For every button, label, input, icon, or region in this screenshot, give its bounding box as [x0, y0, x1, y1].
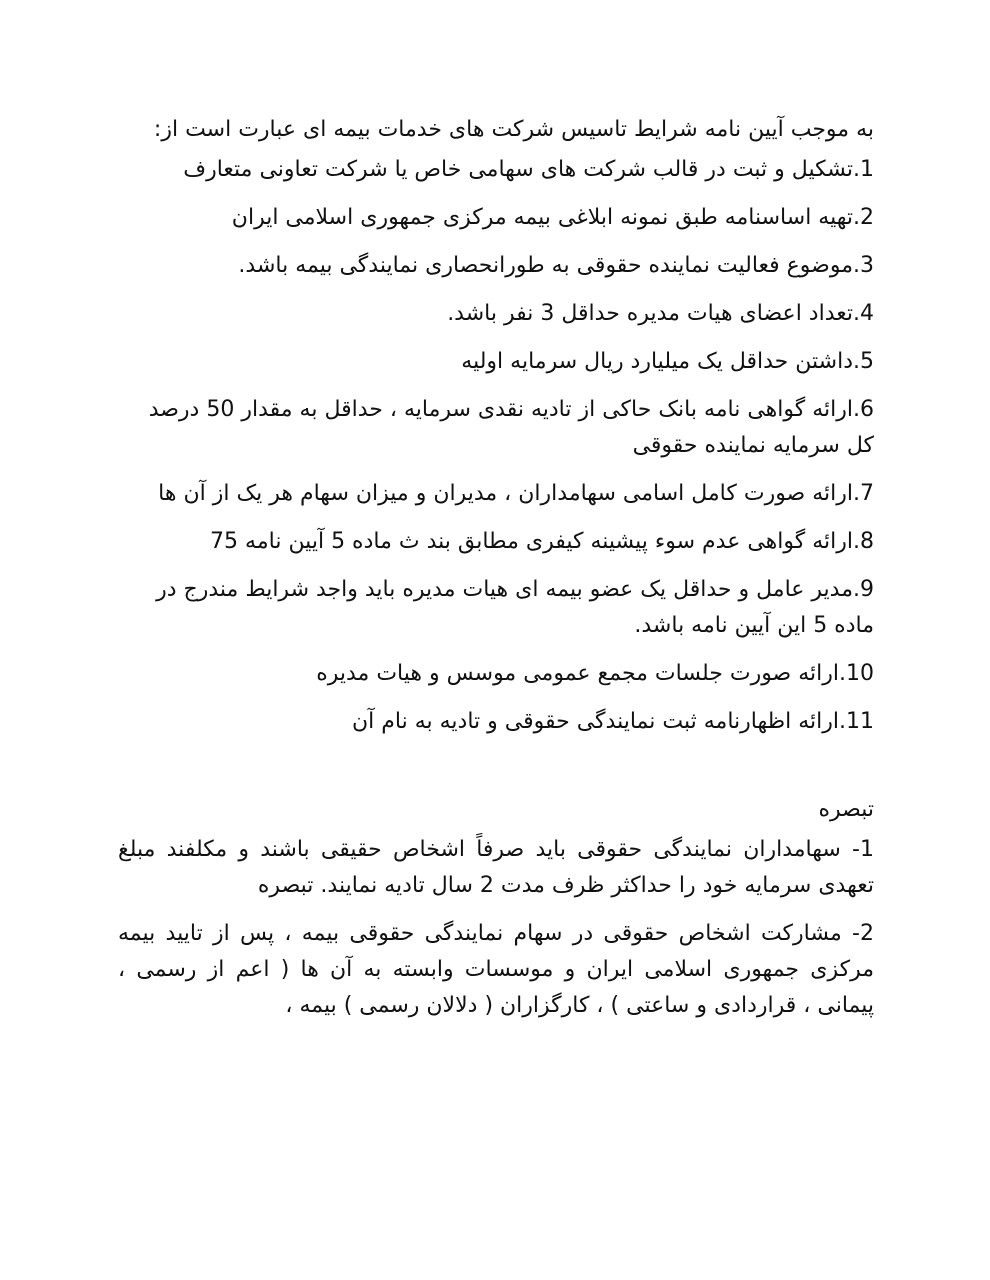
list-item: [118, 392, 874, 464]
item-text: تهیه اساسنامه طبق نمونه ابلاغی بیمه مرکزی جمهوری اسلامی ایران: [231, 205, 853, 230]
item-number: 4.: [853, 301, 874, 326]
item-text: موضوع فعالیت نماینده حقوقی به طورانحصاری نمایندگی بیمه باشد.: [238, 253, 853, 278]
item-text: ارائه اظهارنامه ثبت نمایندگی حقوقی و تادیه به نام آن: [352, 709, 839, 734]
item-number: 3.: [853, 253, 874, 278]
item-number: 8.: [853, 529, 874, 554]
requirements-list: [118, 152, 874, 740]
document-page: [118, 112, 874, 1036]
item-text: تعداد اعضای هیات مدیره حداقل 3 نفر باشد.: [447, 301, 853, 326]
note-paragraph-1: 1- سهامداران نمایندگی حقوقی باید صرفاً اشخاص حقیقی باشند و مکلفند مبلغ تعهدی سرمایه خود را حداکثر ظرف مدت 2 سال تادیه نمایند. تبصره: [118, 837, 874, 898]
list-item: [118, 572, 874, 644]
list-item: [118, 524, 874, 560]
note-heading: تبصره: [818, 797, 874, 822]
list-item: [118, 152, 874, 188]
item-text: ارائه گواهی نامه بانک حاکی از تادیه نقدی سرمایه ، حداقل به مقدار 50 درصد کل سرمایه نماینده حقوقی: [148, 397, 874, 458]
item-text: مدیر عامل و حداقل یک عضو بیمه ای هیات مدیره باید واجد شرایط مندرج در ماده 5 این آیین نامه باشد.: [156, 577, 874, 638]
item-number: 11.: [839, 709, 874, 734]
list-item: [118, 704, 874, 740]
list-item: [118, 200, 874, 236]
item-number: 10.: [839, 661, 874, 686]
list-item: [118, 344, 874, 380]
item-number: 5.: [853, 349, 874, 374]
item-text: ارائه گواهی عدم سوء پیشینه کیفری مطابق بند ث ماده 5 آیین نامه 75: [210, 529, 853, 554]
list-item: [118, 296, 874, 332]
item-number: 2.: [853, 205, 874, 230]
list-item: [118, 248, 874, 284]
item-number: 7.: [853, 481, 874, 506]
list-item: [118, 656, 874, 692]
note-paragraph-2: 2- مشارکت اشخاص حقوقی در سهام نمایندگی حقوقی بیمه ، پس از تایید بیمه مرکزی جمهوری اسلامی ایران و موسسات وابسته به آن ها ( اعم از رسمی ، پیمانی ، قراردادی و ساعتی ) ، کارگزاران ( دلالان رسمی ) بیمه ،: [118, 921, 874, 1018]
item-number: 9.: [853, 577, 874, 602]
intro-text: به موجب آیین نامه شرایط تاسیس شرکت های خدمات بیمه ای عبارت است از:: [153, 117, 874, 142]
list-item: [118, 476, 874, 512]
item-text: داشتن حداقل یک میلیارد ریال سرمایه اولیه: [461, 349, 853, 374]
item-text: ارائه صورت جلسات مجمع عمومی موسس و هیات مدیره: [316, 661, 839, 686]
item-number: 1.: [853, 157, 874, 182]
item-number: 6.: [853, 397, 874, 422]
item-text: تشکیل و ثبت در قالب شرکت های سهامی خاص یا شرکت تعاونی متعارف: [183, 157, 853, 182]
item-text: ارائه صورت کامل اسامی سهامداران ، مدیران و میزان سهام هر یک از آن ها: [158, 481, 853, 506]
section-spacer: [118, 752, 874, 792]
